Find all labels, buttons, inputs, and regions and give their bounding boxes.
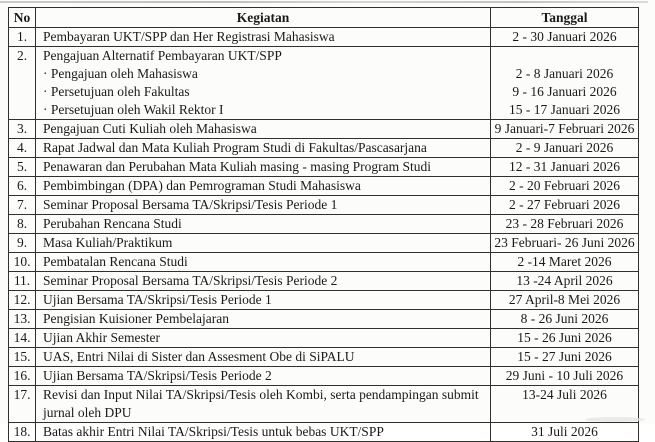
cell-tanggal: 2 - 9 Januari 2026: [491, 139, 639, 158]
cell-tanggal: 29 Juni - 10 Juli 2026: [491, 367, 639, 386]
table-row: [9, 158, 639, 177]
scan-artifact-line: [0, 1, 648, 3]
cell-no: 5.: [9, 158, 36, 177]
cell-no: 3.: [9, 120, 36, 139]
cell-kegiatan: Pembimbingan (DPA) dan Pemrograman Studi Mahasiswa: [36, 177, 491, 196]
cell-kegiatan: Pengisian Kuisioner Pembelajaran: [36, 310, 491, 329]
cell-kegiatan: Ujian Bersama TA/Skripsi/Tesis Periode 2: [36, 367, 491, 386]
cell-tanggal: 27 April-8 Mei 2026: [491, 291, 639, 310]
table-row: [9, 310, 639, 329]
cell-kegiatan: UAS, Entri Nilai di Sister dan Assesment Obe di SiPALU: [36, 348, 491, 367]
cell-no: 1.: [9, 28, 36, 47]
table-row: [9, 177, 639, 196]
cell-tanggal: 31 Juli 2026: [491, 423, 639, 442]
date-spacer: [492, 47, 637, 65]
table-row: [9, 139, 639, 158]
cell-no: 6.: [9, 177, 36, 196]
cell-no: 16.: [9, 367, 36, 386]
cell-kegiatan: Perubahan Rencana Studi: [36, 215, 491, 234]
cell-tanggal: 9 Januari-7 Februari 2026: [491, 120, 639, 139]
sub-date: 2 - 8 Januari 2026: [515, 66, 614, 81]
cell-kegiatan: Batas akhir Entri Nilai TA/Skripsi/Tesis untuk bebas UKT/SPP: [36, 423, 491, 442]
header-kegiatan: Kegiatan: [36, 8, 491, 28]
cell-kegiatan: Pengajuan Cuti Kuliah oleh Mahasiswa: [36, 120, 491, 139]
cell-tanggal: 12 - 31 Januari 2026: [491, 158, 639, 177]
cell-tanggal: 2 - 30 Januari 2026: [491, 28, 639, 47]
header-tanggal: Tanggal: [491, 8, 639, 28]
cell-kegiatan: Seminar Proposal Bersama TA/Skripsi/Tesis Periode 2: [36, 272, 491, 291]
cell-no: 11.: [9, 272, 36, 291]
cell-no: 4.: [9, 139, 36, 158]
scan-artifact-smudge: [585, 417, 645, 422]
cell-tanggal: 15 - 26 Juni 2026: [491, 329, 639, 348]
cell-tanggal: [491, 47, 639, 120]
cell-no: 18.: [9, 423, 36, 442]
cell-no: 8.: [9, 215, 36, 234]
table-row: [9, 291, 639, 310]
table-row: [9, 386, 639, 423]
cell-no: 10.: [9, 253, 36, 272]
table-row: [9, 234, 639, 253]
sub-activity: · Pengajuan oleh Mahasiswa: [43, 66, 198, 81]
cell-no: 7.: [9, 196, 36, 215]
cell-tanggal: 23 Februari- 26 Juni 2026: [491, 234, 639, 253]
table-row: [9, 28, 639, 47]
academic-calendar-table: [8, 7, 639, 442]
cell-no: 17.: [9, 386, 36, 423]
cell-kegiatan: Ujian Akhir Semester: [36, 329, 491, 348]
header-no: No: [9, 8, 36, 28]
cell-kegiatan: Penawaran dan Perubahan Mata Kuliah masing - masing Program Studi: [36, 158, 491, 177]
cell-kegiatan: Seminar Proposal Bersama TA/Skripsi/Tesis Periode 1: [36, 196, 491, 215]
cell-kegiatan: [36, 47, 491, 120]
cell-tanggal: 2 - 27 Februari 2026: [491, 196, 639, 215]
table-row: [9, 196, 639, 215]
cell-no: 15.: [9, 348, 36, 367]
sub-activity: · Persetujuan oleh Wakil Rektor I: [43, 102, 224, 117]
cell-kegiatan: Masa Kuliah/Praktikum: [36, 234, 491, 253]
cell-kegiatan: Pembayaran UKT/SPP dan Her Registrasi Mahasiswa: [36, 28, 491, 47]
cell-tanggal: 2 -14 Maret 2026: [491, 253, 639, 272]
table-row: [9, 47, 639, 120]
cell-no: 9.: [9, 234, 36, 253]
cell-no: 12.: [9, 291, 36, 310]
cell-tanggal: 13-24 Juli 2026: [491, 386, 639, 423]
sub-activity: · Persetujuan oleh Fakultas: [43, 84, 190, 99]
table-row: [9, 120, 639, 139]
activity-main: Pengajuan Alternatif Pembayaran UKT/SPP: [43, 48, 282, 63]
cell-tanggal: 8 - 26 Juni 2026: [491, 310, 639, 329]
cell-kegiatan: Pembatalan Rencana Studi: [36, 253, 491, 272]
sub-date: 15 - 17 Januari 2026: [509, 102, 620, 117]
cell-tanggal: 2 - 20 Februari 2026: [491, 177, 639, 196]
table-row: [9, 272, 639, 291]
cell-tanggal: 13 -24 April 2026: [491, 272, 639, 291]
cell-tanggal: 15 - 27 Juni 2026: [491, 348, 639, 367]
table-row: [9, 329, 639, 348]
cell-tanggal: 23 - 28 Februari 2026: [491, 215, 639, 234]
cell-kegiatan: Revisi dan Input Nilai TA/Skripsi/Tesis oleh Kombi, serta pendampingan submit jurnal oleh DPU: [36, 386, 491, 423]
table-row: [9, 348, 639, 367]
table-row: [9, 367, 639, 386]
cell-no: 2.: [9, 47, 36, 120]
cell-no: 14.: [9, 329, 36, 348]
cell-kegiatan: Rapat Jadwal dan Mata Kuliah Program Studi di Fakultas/Pascasarjana: [36, 139, 491, 158]
header-row: [9, 8, 639, 28]
table-row: [9, 215, 639, 234]
table-row: [9, 423, 639, 442]
table-row: [9, 253, 639, 272]
cell-kegiatan: Ujian Bersama TA/Skripsi/Tesis Periode 1: [36, 291, 491, 310]
cell-no: 13.: [9, 310, 36, 329]
sub-date: 9 - 16 Januari 2026: [512, 84, 617, 99]
